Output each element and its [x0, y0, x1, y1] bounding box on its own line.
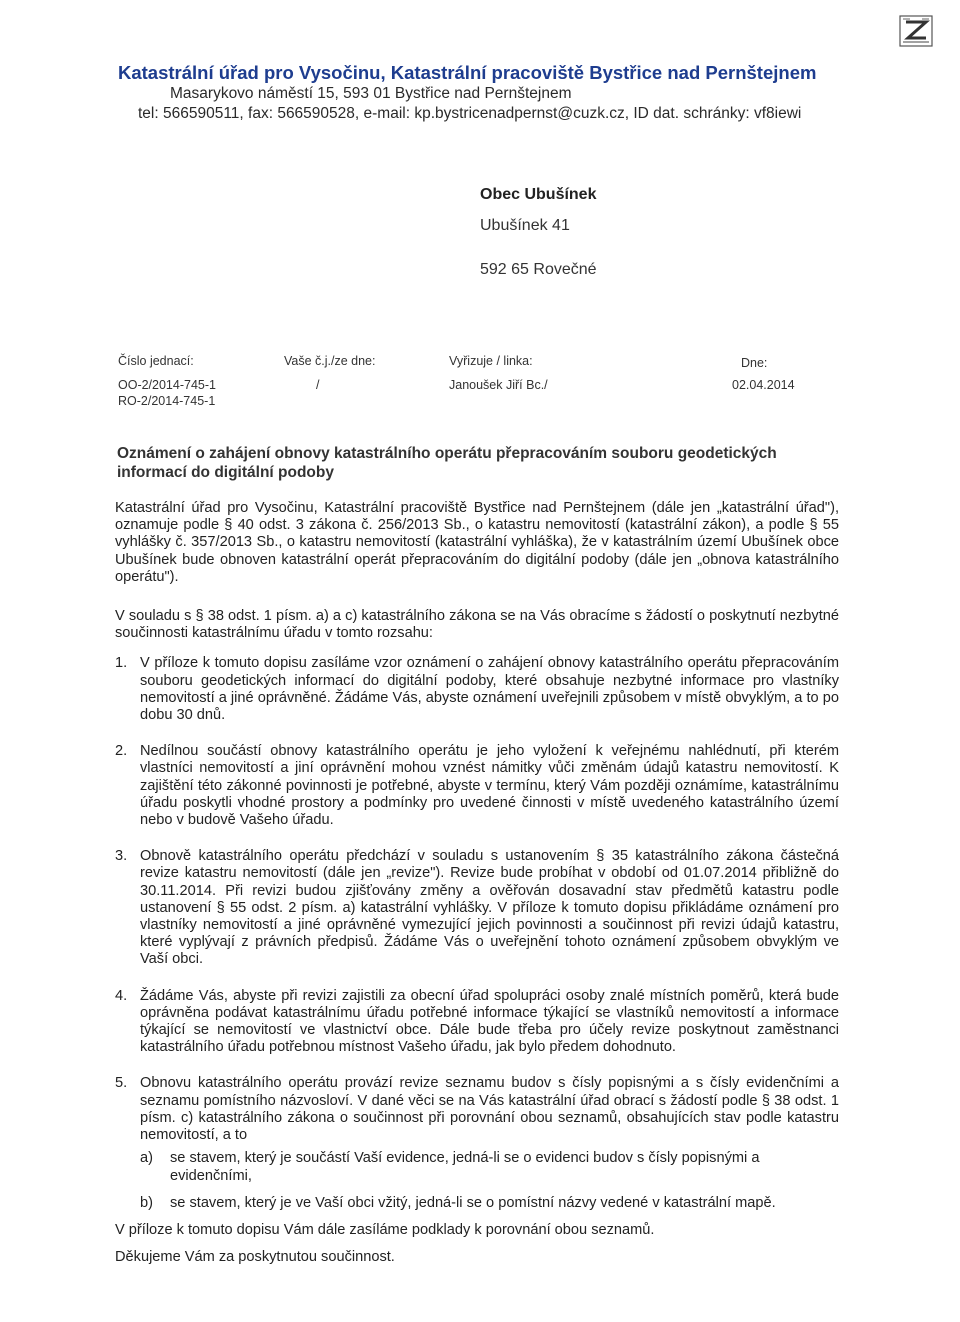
intro-paragraph: Katastrální úřad pro Vysočinu, Katastrální pracoviště Bystřice nad Pernštejnem (dále jen „katastrální úřad"), oznamuje podle § 40 odst. 3 zákona č. 256/2013 Sb., o katastru nemovitostí (katastrální zákon), a podle § 55 vyhlášky č. 357/2013 Sb., o katastru nemovitostí (katastrální vyhláška), že v katastrálním území Ubušínek obce Ubušínek bude obnoven katastrální operát přepracováním do digitální podoby (dále jen „obnova katastrálního operátu"). — [115, 500, 839, 585]
handler-label: Vyřizuje / linka: — [449, 354, 533, 368]
list-item — [115, 743, 839, 829]
recipient-block — [480, 184, 597, 281]
date-value: 02.04.2014 — [732, 378, 795, 392]
date-label: Dne: — [741, 356, 768, 370]
your-ref-label: Vaše č.j./ze dne: — [284, 354, 376, 368]
stamp-icon — [898, 14, 934, 48]
list-item-number: 1. — [115, 655, 128, 672]
list-item-text: Obnovu katastrálního operátu provází revize seznamu budov s čísly popisnými a s čísly evidenčními a seznamu pomístního názvosloví. V dané věci se na Vás katastrální úřad obrací s žádostí podle § 38 odst. 1 písm. c) katastrálního zákona o součinnost při porovnání obou seznamů, obsahujících stav podle katastru nemovitostí, a to — [140, 1075, 839, 1144]
ref-value-2: RO-2/2014-745-1 — [118, 394, 216, 408]
ref-label: Číslo jednací: — [118, 354, 194, 368]
list-item-text: Nedílnou součástí obnovy katastrálního operátu je jeho vyložení k veřejnému nahlédnutí, při kterém vlastníci nemovitostí a jiní oprávnění mohou vznést námitky vůči změnám údajů katastru nemovitostí. K zajištění této zákonné povinnosti je potřebné, abyste v termínu, který Vám později oznámíme, katastrálnímu úřadu poskytli vhodné prostory a podmínky pro uvedené činnosti v místě uvedeného katastrálního území nebo v budově Vašeho úřadu. — [140, 743, 839, 829]
list-item — [115, 988, 839, 1057]
sub-list-text: se stavem, který je součástí Vaší evidence, jedná-li se o evidenci budov s čísly popisnými a evidenčními, — [170, 1150, 760, 1184]
sub-list — [140, 1150, 839, 1212]
recipient-city: 592 65 Rovečné — [480, 261, 597, 278]
list-item-number: 5. — [115, 1075, 128, 1092]
sender-contact: tel: 566590511, fax: 566590528, e-mail: kp.bystricenadpernst@cuzk.cz, ID dat. schránky: vf8iewi — [138, 105, 802, 122]
handler-value: Janoušek Jiří Bc./ — [449, 378, 548, 392]
list-item-number: 4. — [115, 987, 128, 1004]
ref-value-1: OO-2/2014-745-1 — [118, 378, 216, 392]
attachment-note: V příloze k tomuto dopisu Vám dále zasíláme podklady k porovnání obou seznamů. — [115, 1221, 655, 1238]
request-paragraph: V souladu s § 38 odst. 1 písm. a) a c) katastrálního zákona se na Vás obracíme s žádostí o poskytnutí nezbytné součinnosti katastrálnímu úřadu v tomto rozsahu: — [115, 608, 839, 642]
sender-header — [118, 62, 858, 124]
your-ref-value: / — [316, 378, 320, 392]
sender-title: Katastrální úřad pro Vysočinu, Katastrální pracoviště Bystřice nad Pernštejnem — [118, 62, 817, 83]
list-item — [115, 848, 839, 968]
sub-list-item — [140, 1195, 839, 1212]
list-item-number: 2. — [115, 743, 128, 760]
letter-subject: Oznámení o zahájení obnovy katastrálního operátu přepracováním souboru geodetických informací do digitální podoby — [117, 445, 777, 481]
thanks-line: Děkujeme Vám za poskytnutou součinnost. — [115, 1249, 395, 1266]
recipient-name: Obec Ubušínek — [480, 186, 597, 203]
sub-list-letter: a) — [140, 1150, 153, 1167]
sub-list-text: se stavem, který je ve Vaší obci vžitý, jedná-li se o pomístní názvy vedené v katastrální mapě. — [170, 1194, 776, 1211]
list-item-text: V příloze k tomuto dopisu zasíláme vzor oznámení o zahájení obnovy katastrálního operátu přepracováním souboru geodetických informací do digitální podoby, které obsahuje nezbytné informace pro vlastníky nemovitostí a jiné oprávněné. Žádáme Vás, abyste oznámení uveřejnili způsobem v místě obvyklým, a to po dobu 30 dnů. — [140, 655, 839, 724]
sender-address: Masarykovo náměstí 15, 593 01 Bystřice nad Pernštejnem — [170, 85, 572, 102]
sub-list-item — [140, 1150, 839, 1184]
sub-list-letter: b) — [140, 1194, 153, 1211]
list-item-number: 3. — [115, 848, 128, 865]
request-list — [115, 655, 839, 1211]
list-item — [115, 655, 839, 724]
list-item — [115, 1075, 839, 1211]
list-item-text: Žádáme Vás, abyste při revizi zajistili za obecní úřad spolupráci osoby znalé místních poměrů, která bude oprávněna podávat katastrálnímu úřadu potřebné informace týkající se vlastníků nemovitostí a informace týkající se nemovitostí ve vlastnictví obce. Dále bude třeba pro účely revize poskytnout zaměstnanci katastrálního úřadu potřebnou místnost Vašeho úřadu, jak bylo předem dohodnuto. — [140, 987, 839, 1056]
list-item-text: Obnově katastrálního operátu předchází v souladu s ustanovením § 35 katastrálního zákona částečná revize katastru nemovitostí (dále jen „revize"). Revize bude probíhat v období od 01.07.2014 přibližně do 30.11.2014. Při revizi budou zjišťovány změny a ověřován dosavadní stav předmětů katastru podle ustanovení § 55 odst. 2 písm. a) katastrální vyhlášky. V příloze k tomuto dopisu přikládáme oznámení pro vlastníky nemovitostí a jiné oprávněné vymezující jejich povinnosti a součinnost při revizi údajů katastru, které vyplývají z právních předpisů. Žádáme Vás o uveřejnění tohoto oznámení způsobem obvyklým ve Vaší obci. — [140, 848, 839, 968]
letter-body — [115, 500, 839, 1276]
recipient-street: Ubušínek 41 — [480, 217, 570, 234]
